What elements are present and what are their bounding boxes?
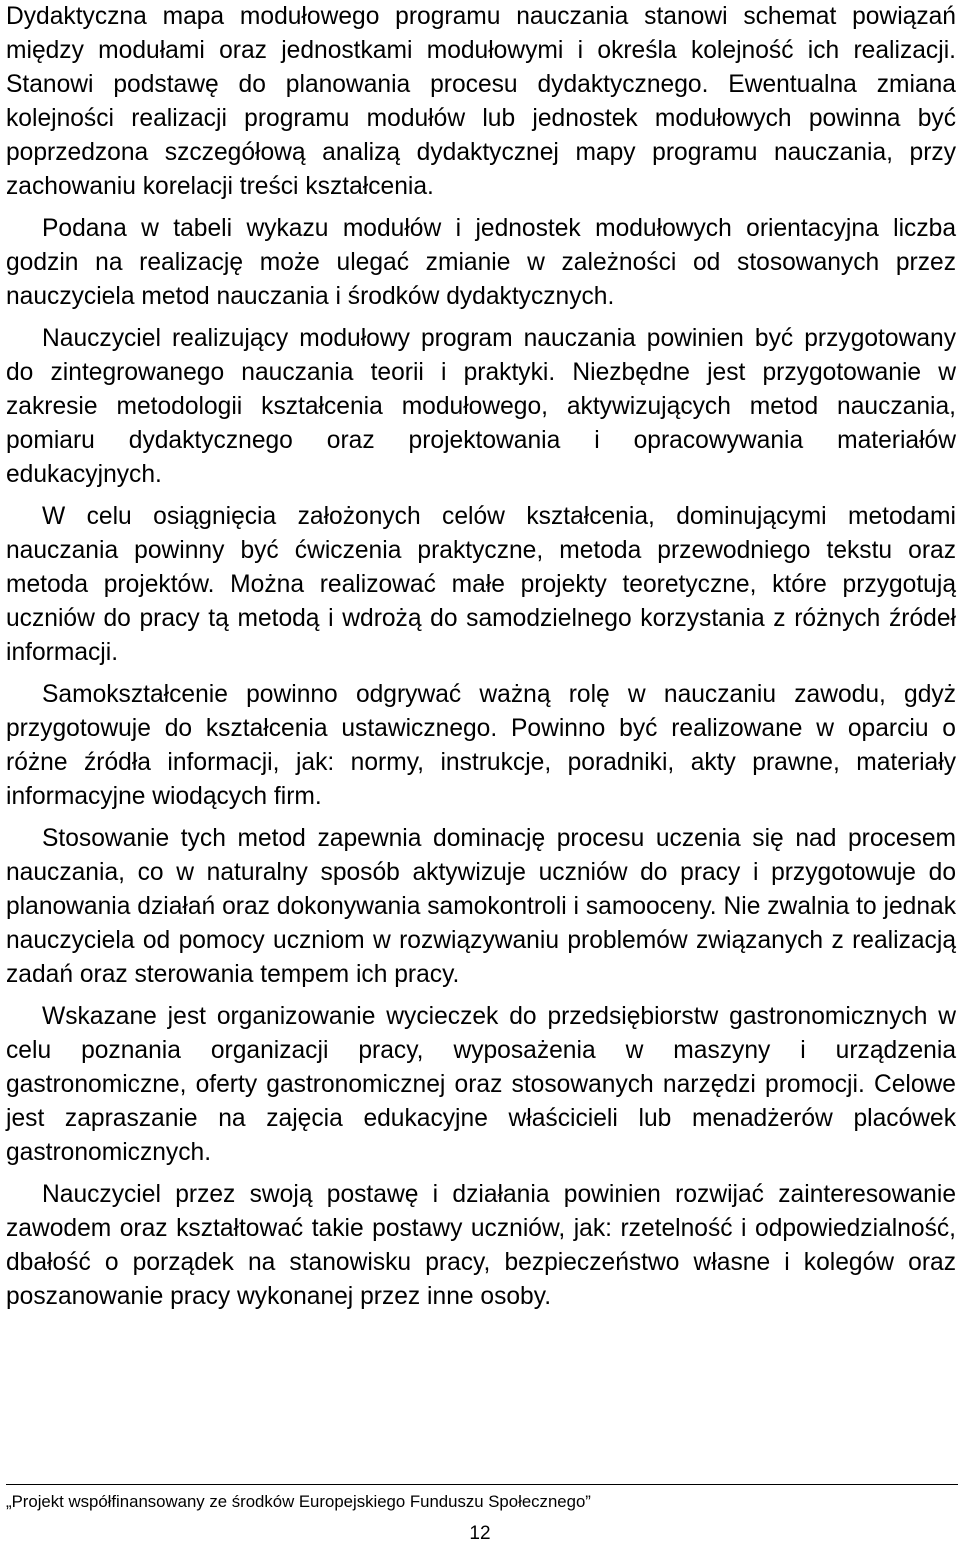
footer-project-note: „Projekt współfinansowany ze środków Europejskiego Funduszu Społecznego” [6,1492,591,1511]
paragraph: Nauczyciel realizujący modułowy program nauczania powinien być przygotowany do zintegrowanego nauczania teorii i praktyki. Niezbędne jest przygotowanie w zakresie metodologii kształcenia modułowego, aktywizujących metod nauczania, pomiaru dydaktycznego oraz projektowania i opracowywania materiałów edukacyjnych. [6,325,956,488]
paragraph: Samokształcenie powinno odgrywać ważną rolę w nauczaniu zawodu, gdyż przygotowuje do kształcenia ustawicznego. Powinno być realizowane w oparciu o różne źródła informacji, jak: normy, instrukcje, poradniki, akty prawne, materiały informacyjne wiodących firm. [6,681,956,810]
paragraph: Stosowanie tych metod zapewnia dominację procesu uczenia się nad procesem nauczania, co w naturalny sposób aktywizuje uczniów do pracy i przygotowuje do planowania działań oraz dokonywania samokontroli i samooceny. Nie zwalnia to jednak nauczyciela od pomocy uczniom w rozwiązywaniu problemów związanych z realizacją zadań oraz sterowania tempem ich pracy. [6,825,956,988]
document-body [6,0,956,1314]
page-number: 12 [469,1523,491,1544]
paragraph: W celu osiągnięcia założonych celów kształcenia, dominującymi metodami nauczania powinny być ćwiczenia praktyczne, metoda przewodniego tekstu oraz metoda projektów. Można realizować małe projekty teoretyczne, które przygotują uczniów do pracy tą metodą i wdrożą do samodzielnego korzystania z różnych źródeł informacji. [6,503,956,666]
paragraph: Nauczyciel przez swoją postawę i działania powinien rozwijać zainteresowanie zawodem oraz kształtować takie postawy uczniów, jak: rzetelność i odpowiedzialność, dbałość o porządek na stanowisku pracy, bezpieczeństwo własne i kolegów oraz poszanowanie pracy wykonanej przez inne osoby. [6,1181,956,1310]
paragraph: Dydaktyczna mapa modułowego programu nauczania stanowi schemat powiązań między modułami oraz jednostkami modułowymi i określa kolejność ich realizacji. Stanowi podstawę do planowania procesu dydaktycznego. Ewentualna zmiana kolejności realizacji programu modułów lub jednostek modułowych powinna być poprzedzona szczegółową analizą dydaktycznej mapy programu nauczania, przy zachowaniu korelacji treści kształcenia. [6,3,956,200]
paragraph: Podana w tabeli wykazu modułów i jednostek modułowych orientacyjna liczba godzin na realizację może ulegać zmianie w zależności od stosowanych przez nauczyciela metod nauczania i środków dydaktycznych. [6,215,956,310]
footer-divider [6,1484,958,1485]
paragraph: Wskazane jest organizowanie wycieczek do przedsiębiorstw gastronomicznych w celu poznania organizacji pracy, wyposażenia w maszyny i urządzenia gastronomiczne, oferty gastronomicznej oraz stosowanych narzędzi promocji. Celowe jest zapraszanie na zajęcia edukacyjne właścicieli lub menadżerów placówek gastronomicznych. [6,1003,956,1166]
